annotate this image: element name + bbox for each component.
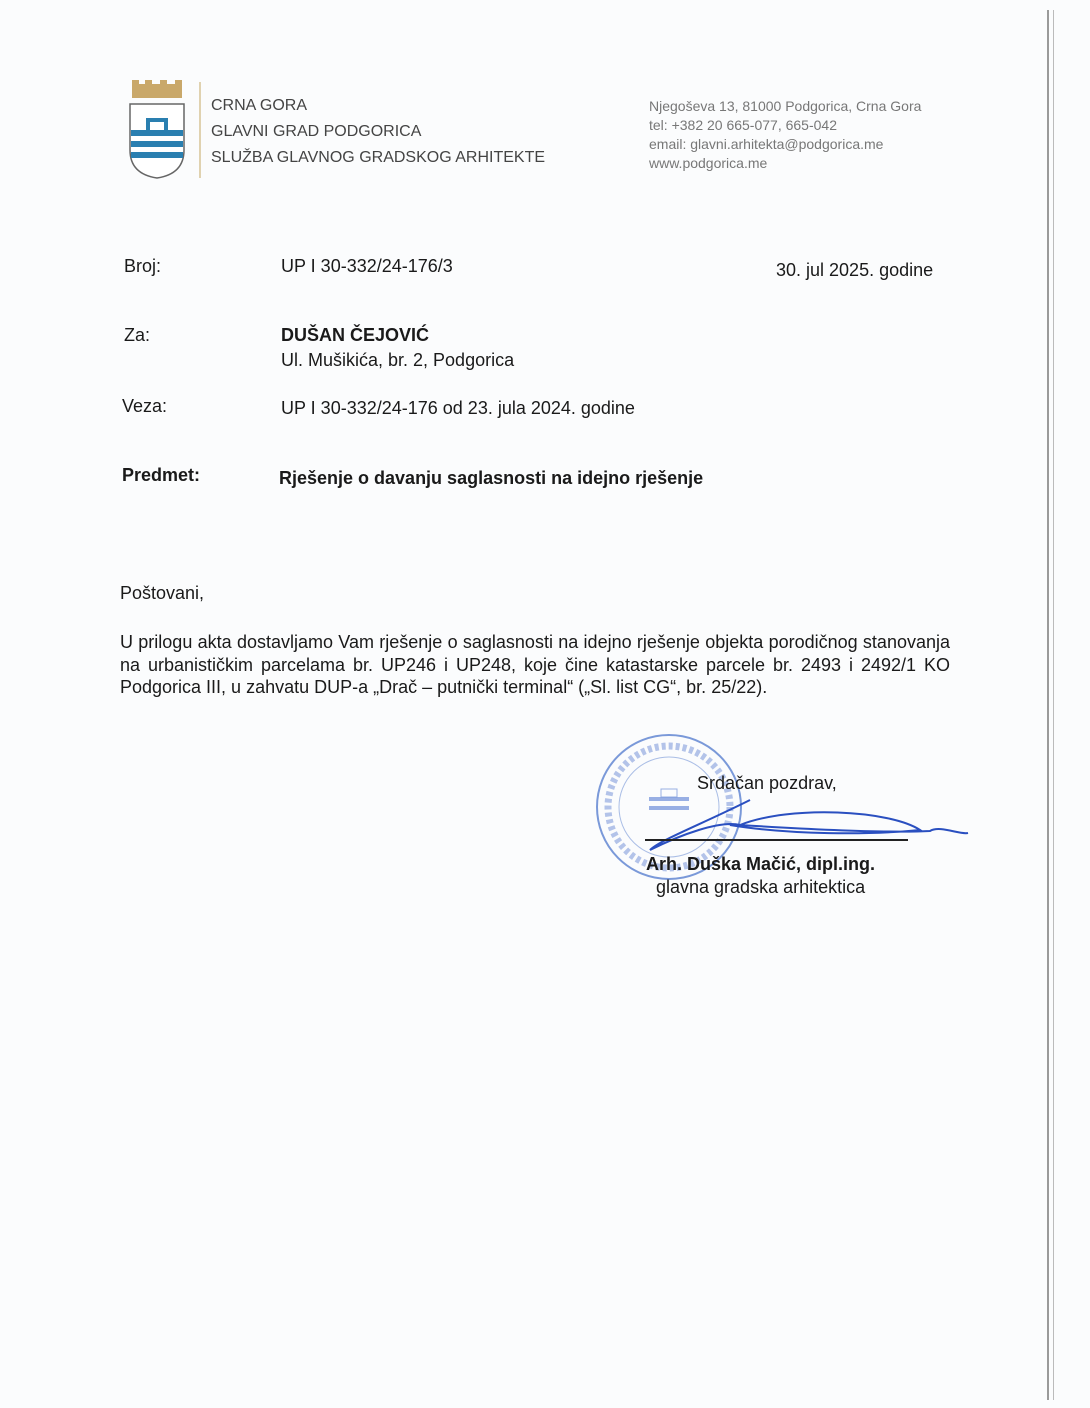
scan-edge bbox=[1053, 10, 1054, 1400]
signatory-title: glavna gradska arhitektica bbox=[656, 877, 866, 897]
broj-label: Broj: bbox=[124, 256, 162, 276]
address: Njegoševa 13, 81000 Podgorica, Crna Gora bbox=[649, 98, 922, 114]
za-label: Za: bbox=[124, 325, 151, 345]
closing: Srdačan pozdrav, bbox=[697, 773, 837, 793]
org-line: SLUŽBA GLAVNOG GRADSKOG ARHITEKTE bbox=[211, 149, 546, 166]
body-paragraph: U prilogu akta dostavljamo Vam rješenje o saglasnosti na idejno rješenje objekta porodičnog stanovanja na urbanističkim parcelama br. UP246 i UP248, koje čine katastarske parcele br. 2493 i 2492/1 KO Podgorica III, u zahvatu DUP-a „Drač – putnički terminal“ („Sl. list CG“, br. 25/22). bbox=[120, 632, 950, 697]
predmet-label: Predmet: bbox=[122, 465, 201, 485]
website: www.podgorica.me bbox=[649, 155, 768, 171]
veza-label: Veza: bbox=[122, 396, 168, 416]
predmet-value: Rješenje o davanju saglasnosti na idejno rješenje bbox=[279, 468, 704, 488]
recipient-name: DUŠAN ČEJOVIĆ bbox=[281, 325, 430, 345]
coat-of-arms-logo bbox=[126, 78, 188, 182]
recipient-address: Ul. Mušikića, br. 2, Podgorica bbox=[281, 350, 515, 370]
contact-info bbox=[649, 97, 921, 173]
document-date: 30. jul 2025. godine bbox=[776, 260, 934, 280]
handwritten-signature bbox=[640, 795, 970, 855]
header-divider bbox=[199, 82, 201, 178]
scan-edge bbox=[1047, 10, 1049, 1400]
org-name bbox=[211, 93, 545, 171]
org-line: GLAVNI GRAD PODGORICA bbox=[211, 123, 422, 140]
signatory-name: Arh. Duška Mačić, dipl.ing. bbox=[646, 854, 876, 874]
email: email: glavni.arhitekta@podgorica.me bbox=[649, 136, 884, 152]
signature-line bbox=[645, 839, 908, 841]
org-line: CRNA GORA bbox=[211, 97, 308, 114]
veza-value: UP I 30-332/24-176 od 23. jula 2024. godine bbox=[281, 398, 635, 418]
phone: tel: +382 20 665-077, 665-042 bbox=[649, 117, 837, 133]
greeting: Poštovani, bbox=[120, 583, 205, 603]
broj-value: UP I 30-332/24-176/3 bbox=[281, 256, 453, 276]
